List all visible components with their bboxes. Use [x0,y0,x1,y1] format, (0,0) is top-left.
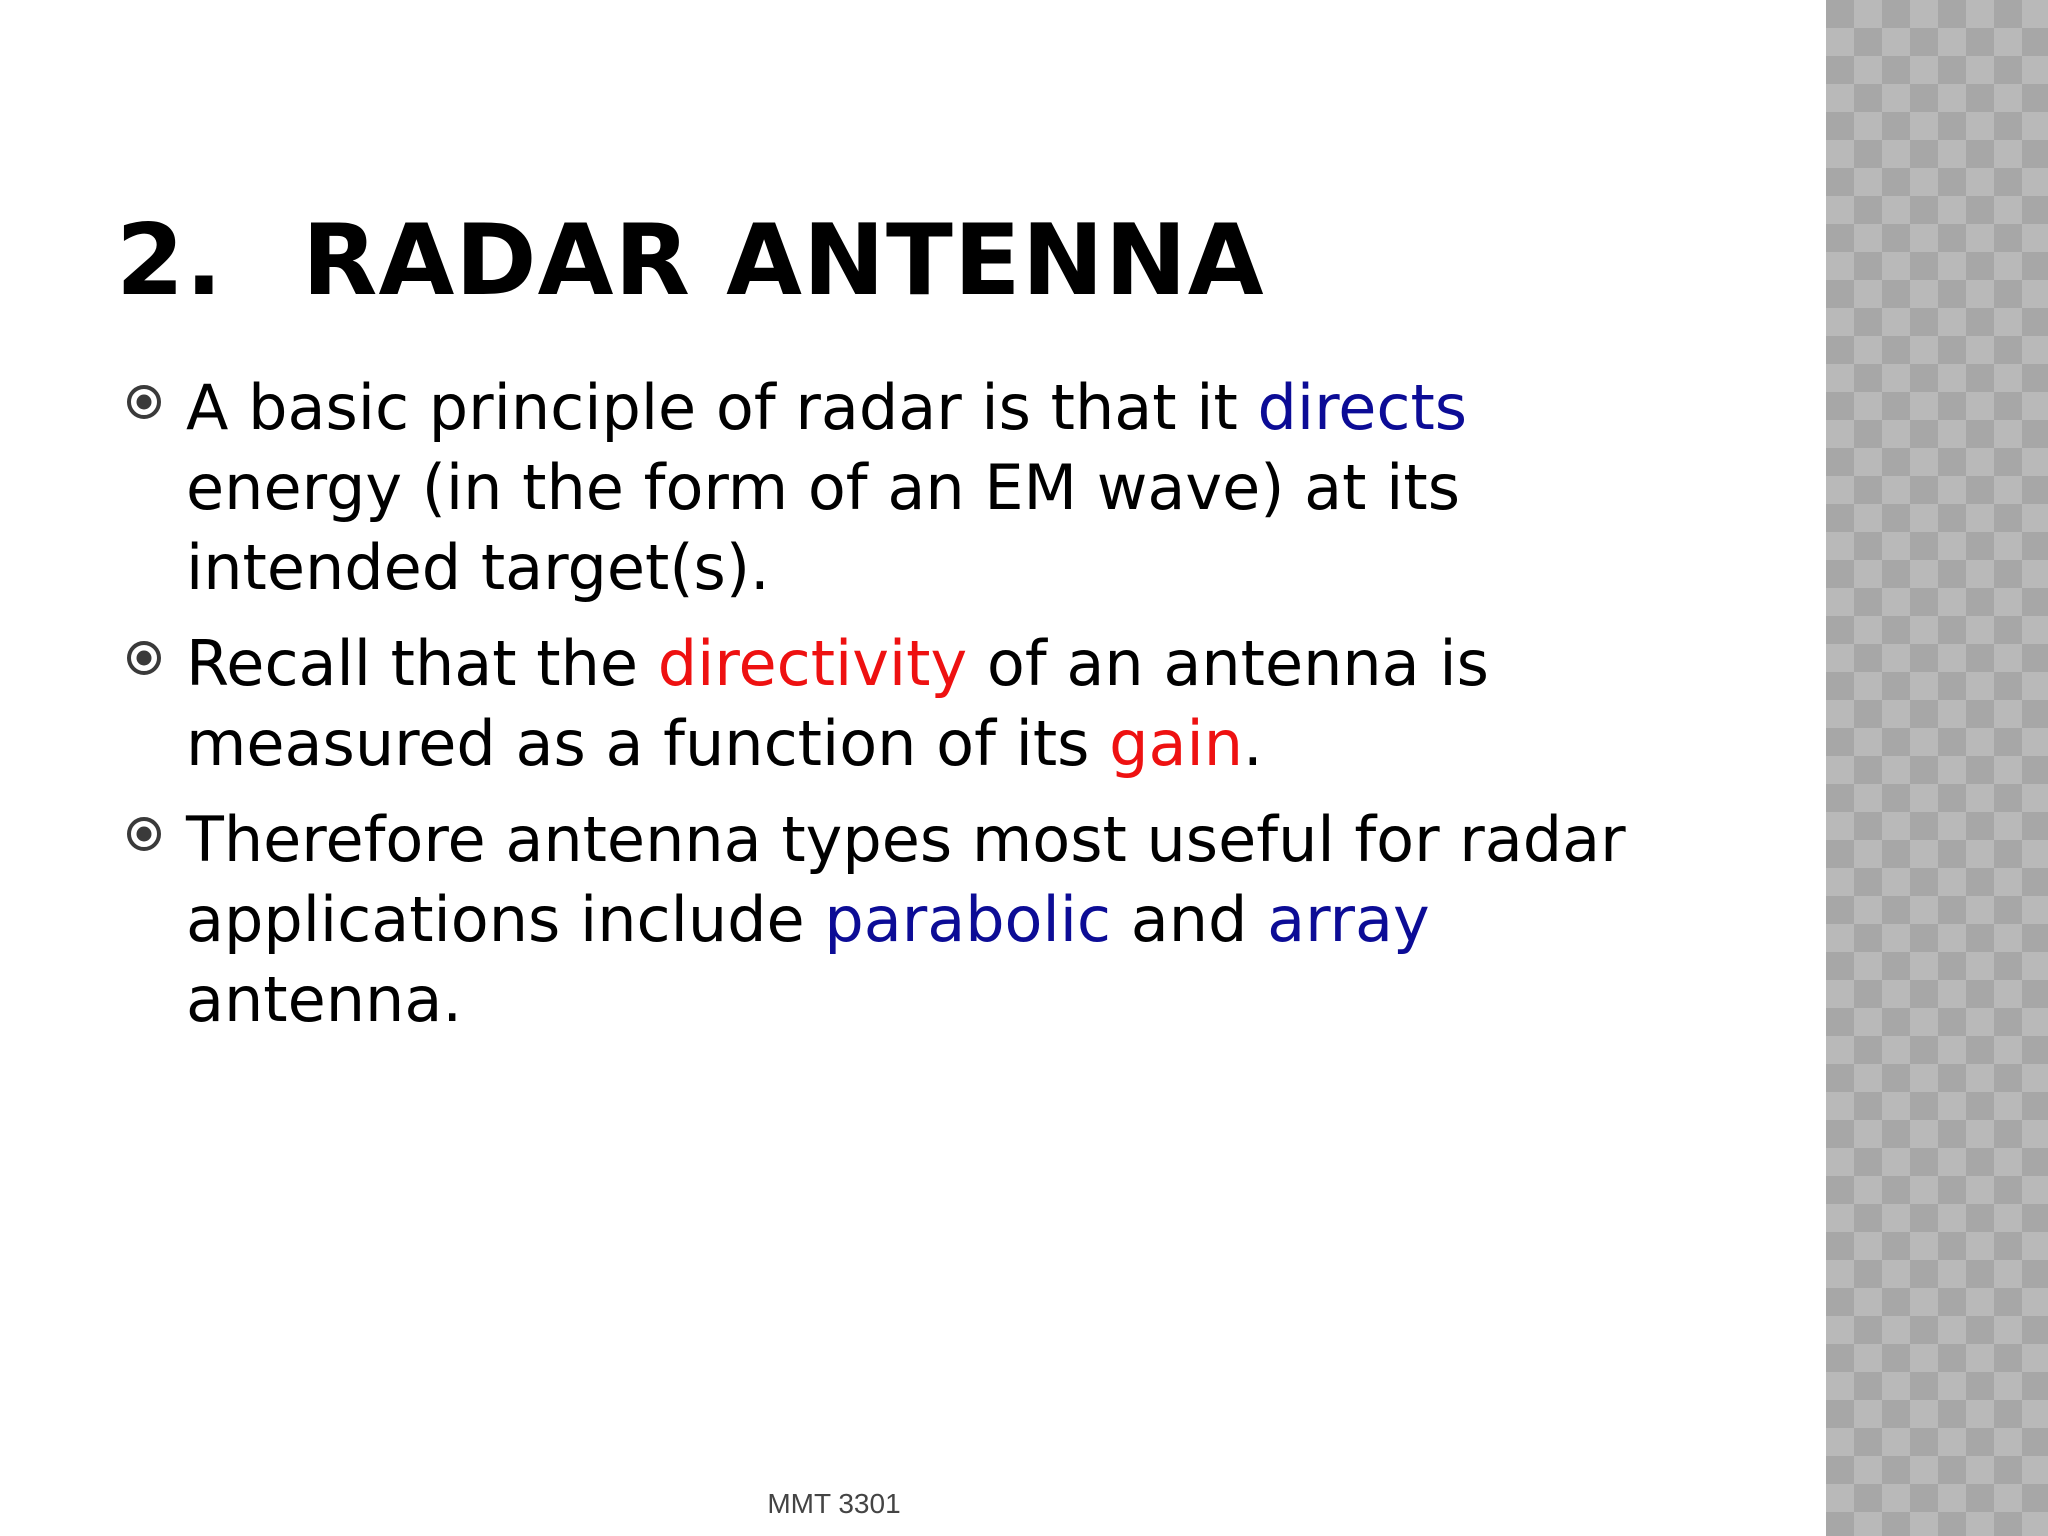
title-number: 2. [116,204,224,318]
decorative-side-panel [1826,0,2048,1536]
bullet-text: of an antenna is measured as a function of its [186,627,1489,780]
bullet-text: . [1243,707,1263,780]
circled-dot-bullet-icon [126,816,162,852]
bullet-text: Therefore antenna types most useful for radar applications include [186,803,1626,956]
highlight-directs: directs [1257,371,1468,444]
bullet-text: energy (in the form of an EM wave) at its intended target(s). [186,451,1460,604]
bullet-text: antenna. [186,963,463,1036]
highlight-parabolic: parabolic [824,883,1112,956]
bullet-item [126,800,1686,1040]
circled-dot-bullet-icon [126,640,162,676]
bullet-text: and [1111,883,1268,956]
bullet-text: A basic principle of radar is that it [186,371,1258,444]
slide-footer: MMT 3301 [767,1488,901,1519]
highlight-directivity: directivity [657,627,968,700]
highlight-gain: gain [1109,707,1244,780]
bullet-item [126,368,1686,608]
title-text: RADAR ANTENNA [302,204,1265,318]
bullet-text: Recall that the [186,627,658,700]
slide-title [116,204,1265,318]
circled-dot-bullet-icon [126,384,162,420]
highlight-array: array [1267,883,1430,956]
bullet-item [126,624,1686,784]
bullet-list [126,368,1686,1056]
